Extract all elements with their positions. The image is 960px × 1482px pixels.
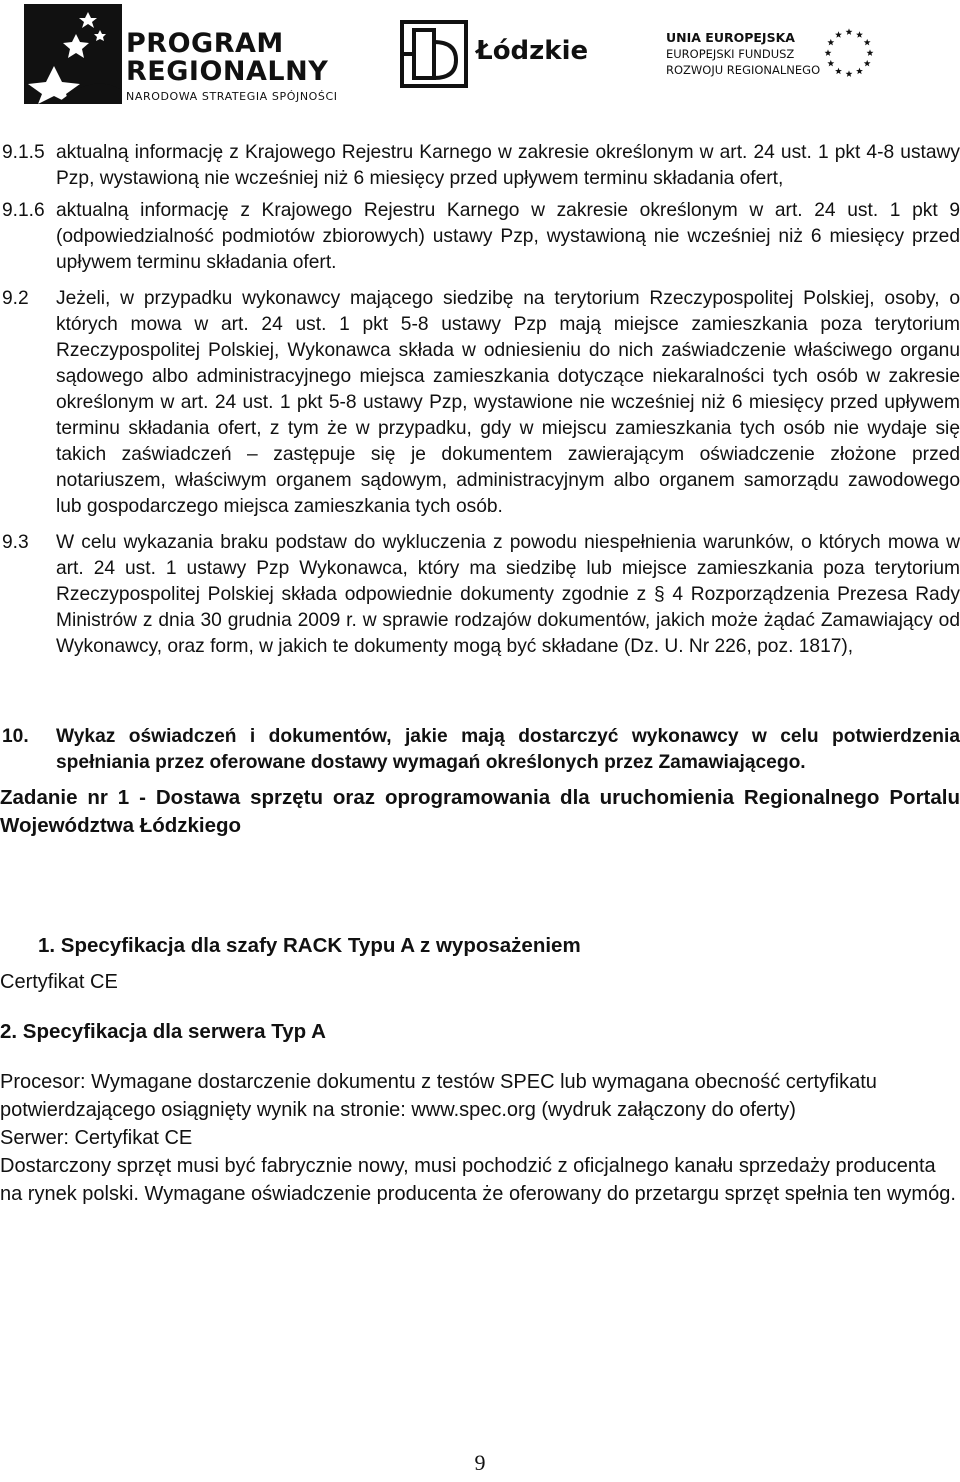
item-number: 9.2 xyxy=(2,288,29,309)
zadanie-heading: Zadanie nr 1 - Dostawa sprzętu oraz oprogramowania dla uruchomienia Regionalnego Portalu Województwa Łódzkiego xyxy=(0,786,960,837)
server-requirements xyxy=(0,1068,960,1208)
section-10-heading xyxy=(0,724,960,776)
item-9-1-5 xyxy=(0,140,960,192)
eu-star xyxy=(856,31,863,38)
serwer-text: Serwer: Certyfikat CE xyxy=(0,1127,193,1149)
item-number: 9.1.6 xyxy=(2,200,45,221)
eu-star xyxy=(835,68,842,75)
item-9-1-6 xyxy=(0,198,960,276)
item-text: Jeżeli, w przypadku wykonawcy mającego siedzibę na terytorium Rzeczypospolitej Polskiej, osoby, o których mowa w art. 24 ust. 1 pkt 5-8 ustawy Pzp mają miejsce zamieszkania poza terytorium Rzeczypospolitej Polskiej, Wykonawca składa w odniesieniu do nich zaświadczenie właściwego organu sądowego albo administracyjnego miejsca zamieszkania dotyczące niekaralności tych osób w zakresie określonym w art. 24 ust. 1 pkt 5-8 ustawy Pzp, wystawione nie wcześniej niż 6 miesięcy przed upływem terminu składania ofert, z tym że w przypadku, gdy w miejscu zamieszkania tych osób nie wydaje się takich zaświadczeń – zastępuje się je dokumentem zawierającym oświadczenie złożone przed notariuszem, właściwym organem sądowym, administracyjnym albo organem samorządu zawodowego lub gospodarczego miejsca zamieszkania tych osób. xyxy=(56,288,960,517)
eu-logo xyxy=(666,30,946,90)
procesor-text: Procesor: Wymagane dostarczenie dokumentu z testów SPEC lub wymagana obecność certyfikatu potwierdzającego osiągnięty wynik na stronie: www.spec.org (wydruk załączony do oferty) xyxy=(0,1071,877,1121)
item-9-3 xyxy=(0,530,960,660)
program-regionalny-emblem-icon xyxy=(24,4,122,104)
spec-server-heading: 2. Specyfikacja dla serwera Typ A xyxy=(0,1020,326,1043)
eu-star xyxy=(827,39,834,46)
program-subtitle: NARODOWA STRATEGIA SPÓJNOŚCI xyxy=(126,90,338,103)
document-body xyxy=(0,140,960,1208)
section-title: Wykaz oświadczeń i dokumentów, jakie mają dostarczyć wykonawcy w celu potwierdzenia spełniania przez oferowane dostawy wymagań określonych przez Zamawiającego. xyxy=(56,726,960,773)
item-text: W celu wykazania braku podstaw do wykluczenia z powodu niespełnienia warunków, o których mowa w art. 24 ust. 1 ustawy Pzp Wykonawca, który ma siedzibę lub miejsce zamieszkania poza terytorium Rzeczypospolitej Polskiej składa odpowiednie dokumenty zgodnie z § 4 Rozporządzenia Prezesa Rady Ministrów z dnia 30 grudnia 2009 r. w sprawie rodzajów dokumentów, jakich może żądać Zamawiający od Wykonawcy, oraz form, w jakich te dokumenty mogą być składane (Dz. U. Nr 226, poz. 1817), xyxy=(56,532,960,657)
eu-fund-line2: ROZWOJU REGIONALNEGO xyxy=(666,63,821,77)
eu-star xyxy=(827,60,834,67)
program-regionalny-logo xyxy=(24,4,364,104)
eu-star xyxy=(864,60,871,67)
item-number: 9.3 xyxy=(2,532,29,553)
eu-star xyxy=(825,49,832,56)
page-number: 9 xyxy=(474,1450,486,1475)
eu-fund-line1: EUROPEJSKI FUNDUSZ xyxy=(666,47,795,61)
section-number: 10. xyxy=(2,726,29,747)
eu-star xyxy=(846,28,853,35)
eu-title: UNIA EUROPEJSKA xyxy=(666,30,795,45)
program-title-line1: PROGRAM xyxy=(126,28,284,59)
certyfikat-ce-text: Certyfikat CE xyxy=(0,971,118,993)
item-text: aktualną informację z Krajowego Rejestru Karnego w zakresie określonym w art. 24 ust. 1 pkt 4-8 ustawy Pzp, wystawioną nie wcześniej niż 6 miesięcy przed upływem terminu składania ofert, xyxy=(56,142,960,189)
item-text: aktualną informację z Krajowego Rejestru Karnego w zakresie określonym w art. 24 ust. 1 pkt 9 (odpowiedzialność podmiotów zbiorowych) ustawy Pzp, wystawioną nie wcześniej niż 6 miesięcy przed upływem terminu składania ofert. xyxy=(56,200,960,273)
eu-star xyxy=(856,68,863,75)
page-header xyxy=(0,0,960,115)
lodzkie-name: Łódzkie xyxy=(476,36,589,66)
program-title-line2: REGIONALNY xyxy=(126,56,329,87)
spec-rack-heading: 1. Specyfikacja dla szafy RACK Typu A z wyposażeniem xyxy=(38,934,581,957)
eu-star xyxy=(835,31,842,38)
eu-stars-flag-icon xyxy=(818,24,880,82)
eu-star xyxy=(846,70,853,77)
dostarczony-text: Dostarczony sprzęt musi być fabrycznie nowy, musi pochodzić z oficjalnego kanału sprzedaży producenta na rynek polski. Wymagane oświadczenie producenta że oferowany do przetargu sprzęt spełnia ten wymóg. xyxy=(0,1155,956,1205)
eu-star xyxy=(867,49,874,56)
item-number: 9.1.5 xyxy=(2,142,45,163)
lodzkie-emblem-icon xyxy=(400,20,468,88)
item-9-2 xyxy=(0,286,960,520)
eu-star xyxy=(864,39,871,46)
lodzkie-logo xyxy=(400,20,590,90)
